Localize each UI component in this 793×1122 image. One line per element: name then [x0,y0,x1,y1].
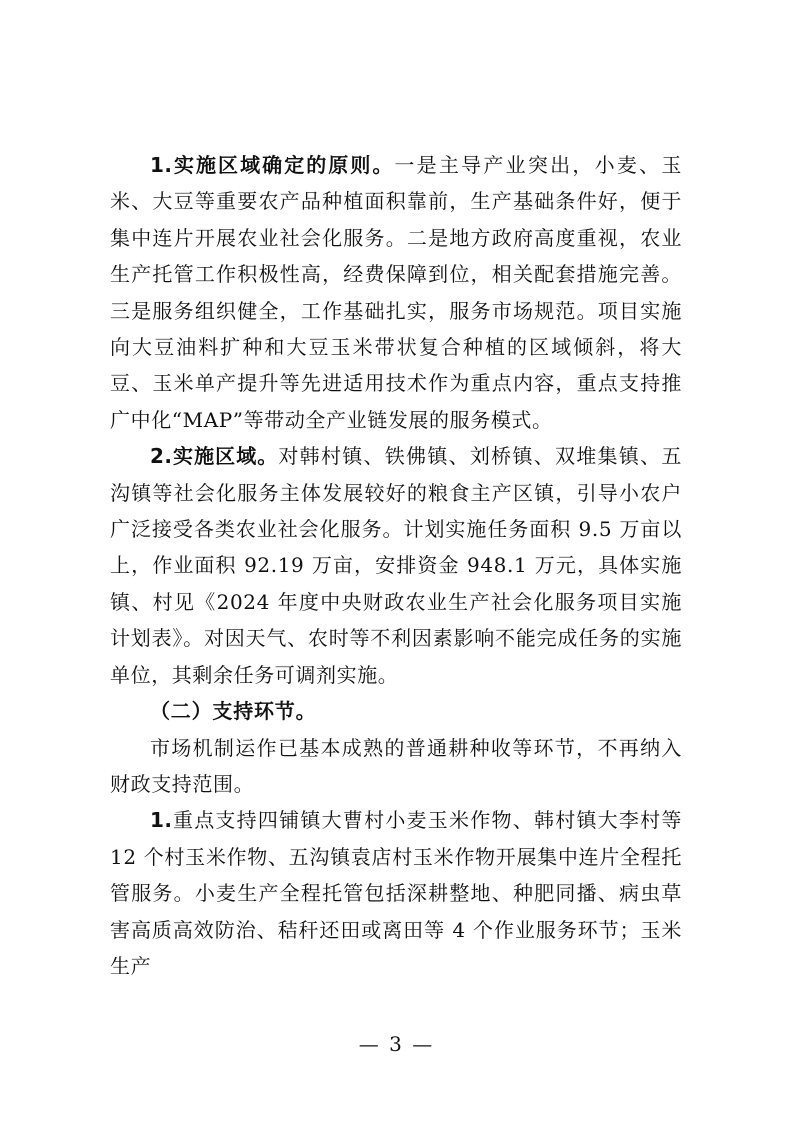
paragraph-lead-area: 2.实施区域。 [150,444,279,469]
page-number: — 3 — [358,1032,435,1056]
document-body [110,147,682,984]
paragraph-text-area: 对韩村镇、铁佛镇、刘桥镇、双堆集镇、五沟镇等社会化服务主体发展较好的粮食主产区镇，引导小农户广泛接受各类农业社会化服务。计划实施任务面积 9.5 万亩以上，作业面积 92.19 万亩，安排资金 948.1 万元，具体实施镇、村见《2024 年度中央财政农业生产社会化服务项目实施计划表》。对因天气、农时等不利因素影响不能完成任务的实施单位，其剩余任务可调剂实施。 [110,444,682,687]
paragraph-lead-key-support: 1. [150,808,173,833]
paragraph-implementation-principles [110,147,682,438]
paragraph-implementation-area [110,438,682,693]
paragraph-text-principles: 一是主导产业突出，小麦、玉米、大豆等重要农产品种植面积靠前，生产基础条件好，便于集中连片开展农业社会化服务。二是地方政府高度重视，农业生产托管工作积极性高，经费保障到位，相关配套措施完善。三是服务组织健全，工作基础扎实，服务市场规范。项目实施向大豆油料扩种和大豆玉米带状复合种植的区域倾斜，将大豆、玉米单产提升等先进适用技术作为重点内容，重点支持推广中化“MAP”等带动全产业链发展的服务模式。 [110,153,682,432]
paragraph-key-support [110,802,682,984]
paragraph-lead-principles: 1.实施区域确定的原则。 [150,153,395,177]
paragraph-market-mechanism: 市场机制运作已基本成熟的普通耕种收等环节，不再纳入财政支持范围。 [110,735,682,796]
paragraph-text-key-support: 重点支持四铺镇大曹村小麦玉米作物、韩村镇大李村等 12 个村玉米作物、五沟镇袁店村玉米作物开展集中连片全程托管服务。小麦生产全程托管包括深耕整地、种肥同播、病虫草害高质高效防治、秸秆还田或离田等 4 个作业服务环节；玉米生产 [110,808,682,978]
section-heading-support-links: （二）支持环节。 [150,699,317,724]
